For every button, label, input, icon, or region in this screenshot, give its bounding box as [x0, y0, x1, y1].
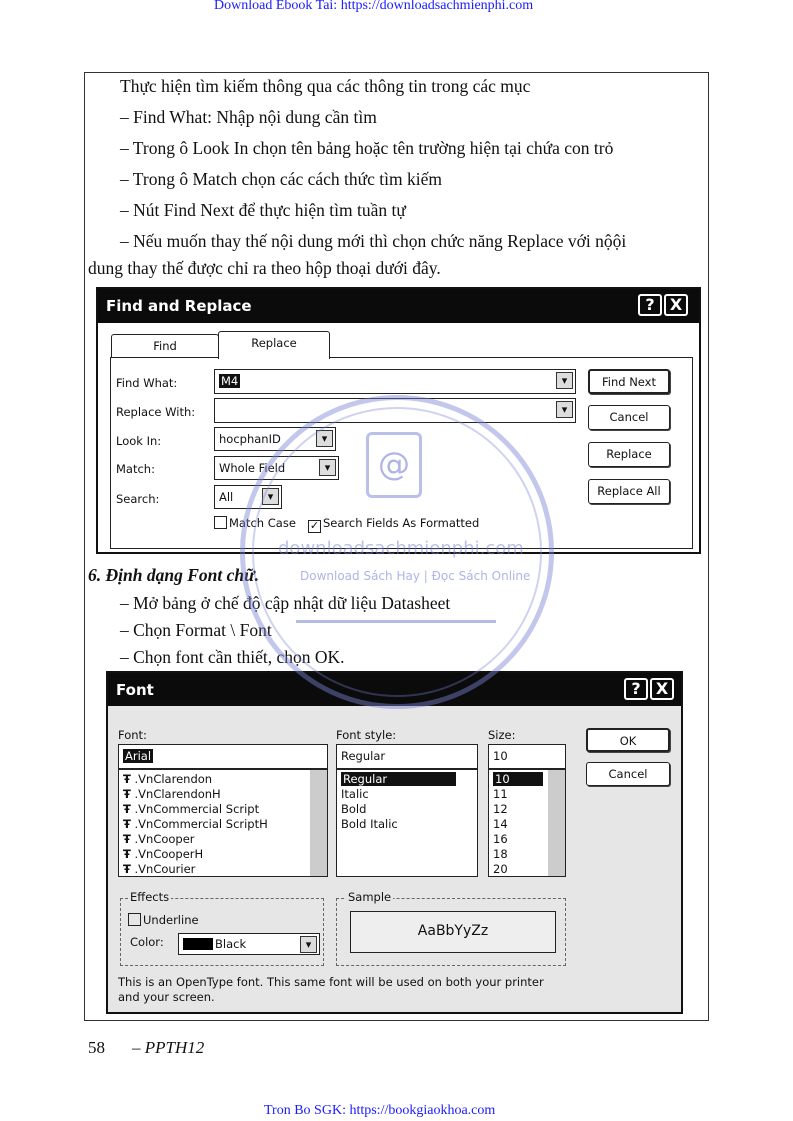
footer-sgk-link[interactable]: Tron Bo SGK: https://bookgiaokhoa.com — [264, 1103, 496, 1118]
scrollbar[interactable] — [310, 770, 327, 876]
body-line: dung thay thế được chỉ ra theo hộp thoại dưới đây. — [88, 258, 441, 278]
sample-label: Sample — [348, 890, 392, 904]
header-download-link[interactable]: Download Ebook Tai: https://downloadsachmienphi.com — [214, 0, 534, 13]
replace-with-input[interactable] — [214, 398, 576, 423]
watermark-site: downloadsachmienphi.com — [278, 538, 524, 559]
dialog-title-bar — [108, 673, 681, 706]
size-list[interactable] — [488, 769, 566, 877]
size-list-item[interactable]: 14 — [493, 817, 508, 831]
match-select[interactable]: Whole Field ▾ — [214, 456, 339, 480]
body-line: – Trong ô Look In chọn tên bảng hoặc tên trường hiện tại chứa con trỏ — [120, 138, 614, 158]
search-formatted-checkbox[interactable]: ✓ Search Fields As Formatted — [309, 516, 480, 532]
color-label: Color: — [130, 935, 164, 949]
cancel-button[interactable]: Cancel — [586, 762, 670, 786]
size-input[interactable]: 10 — [488, 744, 566, 769]
size-list-item[interactable]: 10 — [493, 772, 543, 786]
chevron-down-icon[interactable]: ▾ — [319, 459, 336, 476]
search-select[interactable]: All ▾ — [214, 485, 282, 509]
style-list-item[interactable]: Bold Italic — [341, 817, 398, 831]
underline-checkbox[interactable]: Underline — [128, 913, 199, 927]
font-list-item[interactable]: Ŧ .VnCooper — [123, 832, 195, 846]
font-style-label: Font style: — [336, 728, 397, 742]
style-list-item[interactable]: Bold — [341, 802, 367, 816]
watermark-rule — [296, 620, 496, 623]
check-icon: ✓ — [309, 519, 320, 532]
find-replace-dialog — [96, 287, 701, 554]
font-list-item[interactable]: Ŧ .VnCooperH — [123, 847, 204, 861]
font-list-item[interactable]: Ŧ .VnClarendon — [123, 772, 213, 786]
effects-label: Effects — [130, 890, 170, 904]
dialog-title: Find and Replace — [106, 297, 252, 315]
chevron-down-icon[interactable]: ▾ — [300, 936, 317, 953]
replace-all-button[interactable]: Replace All — [588, 479, 670, 504]
body-line: – Nếu muốn thay thế nội dung mới thì chọn chức năng Replace với nộội — [120, 231, 627, 251]
font-list[interactable] — [118, 769, 328, 877]
section-heading: 6. Định dạng Font chữ. — [88, 565, 259, 585]
chevron-down-icon[interactable]: ▾ — [316, 430, 333, 447]
look-in-select[interactable]: hocphanID ▾ — [214, 427, 336, 451]
replace-button[interactable]: Replace — [588, 442, 670, 467]
font-note: This is an OpenType font. This same font will be used on both your printer — [118, 975, 544, 989]
find-what-label: Find What: — [116, 376, 178, 390]
style-list-item[interactable]: Italic — [341, 787, 369, 801]
watermark-book-icon: @ — [366, 432, 422, 498]
body-line: Thực hiện tìm kiếm thông qua các thông tin trong các mục — [120, 76, 531, 96]
size-list-item[interactable]: 18 — [493, 847, 508, 861]
font-list-item[interactable]: Ŧ .VnCourier — [123, 862, 196, 876]
help-icon[interactable]: ? — [624, 678, 648, 700]
ok-button[interactable]: OK — [586, 728, 670, 752]
chevron-down-icon[interactable]: ▾ — [556, 401, 573, 418]
chevron-down-icon[interactable]: ▾ — [556, 372, 573, 389]
tab-replace[interactable]: Replace — [218, 331, 330, 359]
size-list-item[interactable]: 16 — [493, 832, 508, 846]
close-icon[interactable]: X — [650, 678, 674, 700]
body-line: – Nút Find Next để thực hiện tìm tuần tự — [120, 200, 406, 220]
watermark-tagline: Download Sách Hay | Đọc Sách Online — [300, 569, 531, 583]
size-list-item[interactable]: 20 — [493, 862, 508, 876]
font-dialog — [106, 671, 683, 1014]
look-in-label: Look In: — [116, 434, 162, 448]
body-line: – Trong ô Match chọn các cách thức tìm kiếm — [120, 169, 442, 189]
tab-find[interactable]: Find — [111, 334, 219, 358]
section-line: – Chọn font cần thiết, chọn OK. — [120, 647, 345, 667]
section-line: – Mở bảng ở chế độ cập nhật dữ liệu Datasheet — [120, 593, 451, 613]
search-label: Search: — [116, 492, 160, 506]
font-label: Font: — [118, 728, 147, 742]
body-line: – Find What: Nhập nội dung cần tìm — [120, 107, 377, 127]
font-note: and your screen. — [118, 990, 215, 1004]
size-label: Size: — [488, 728, 516, 742]
replace-with-label: Replace With: — [116, 405, 196, 419]
font-style-input[interactable]: Regular — [336, 744, 478, 769]
effects-group — [120, 898, 324, 966]
section-line: – Chọn Format \ Font — [120, 620, 272, 640]
find-next-button[interactable]: Find Next — [588, 369, 670, 394]
size-list-item[interactable]: 12 — [493, 802, 508, 816]
size-list-item[interactable]: 11 — [493, 787, 508, 801]
book-code: – PPTH12 — [132, 1038, 205, 1057]
page-number: 58 — [88, 1038, 105, 1057]
cancel-button[interactable]: Cancel — [588, 405, 670, 430]
find-what-input[interactable]: M4 ▾ — [214, 369, 576, 394]
scrollbar[interactable] — [548, 770, 565, 876]
font-list-item[interactable]: Ŧ .VnClarendonH — [123, 787, 221, 801]
font-input[interactable]: Arial — [118, 744, 328, 769]
match-case-checkbox[interactable]: Match Case — [214, 516, 296, 530]
color-swatch — [183, 938, 213, 950]
sample-preview: AaBbYyZz — [350, 911, 556, 953]
match-label: Match: — [116, 462, 155, 476]
color-select[interactable]: Black ▾ — [178, 933, 320, 955]
dialog-title-bar — [98, 289, 699, 323]
chevron-down-icon[interactable]: ▾ — [262, 488, 279, 505]
style-list-item[interactable]: Regular — [341, 772, 456, 786]
close-icon[interactable]: X — [664, 294, 688, 316]
font-list-item[interactable]: Ŧ .VnCommercial ScriptH — [123, 817, 268, 831]
font-list-item[interactable]: Ŧ .VnCommercial Script — [123, 802, 260, 816]
help-icon[interactable]: ? — [638, 294, 662, 316]
dialog-title: Font — [116, 681, 154, 699]
font-style-list[interactable] — [336, 769, 478, 877]
